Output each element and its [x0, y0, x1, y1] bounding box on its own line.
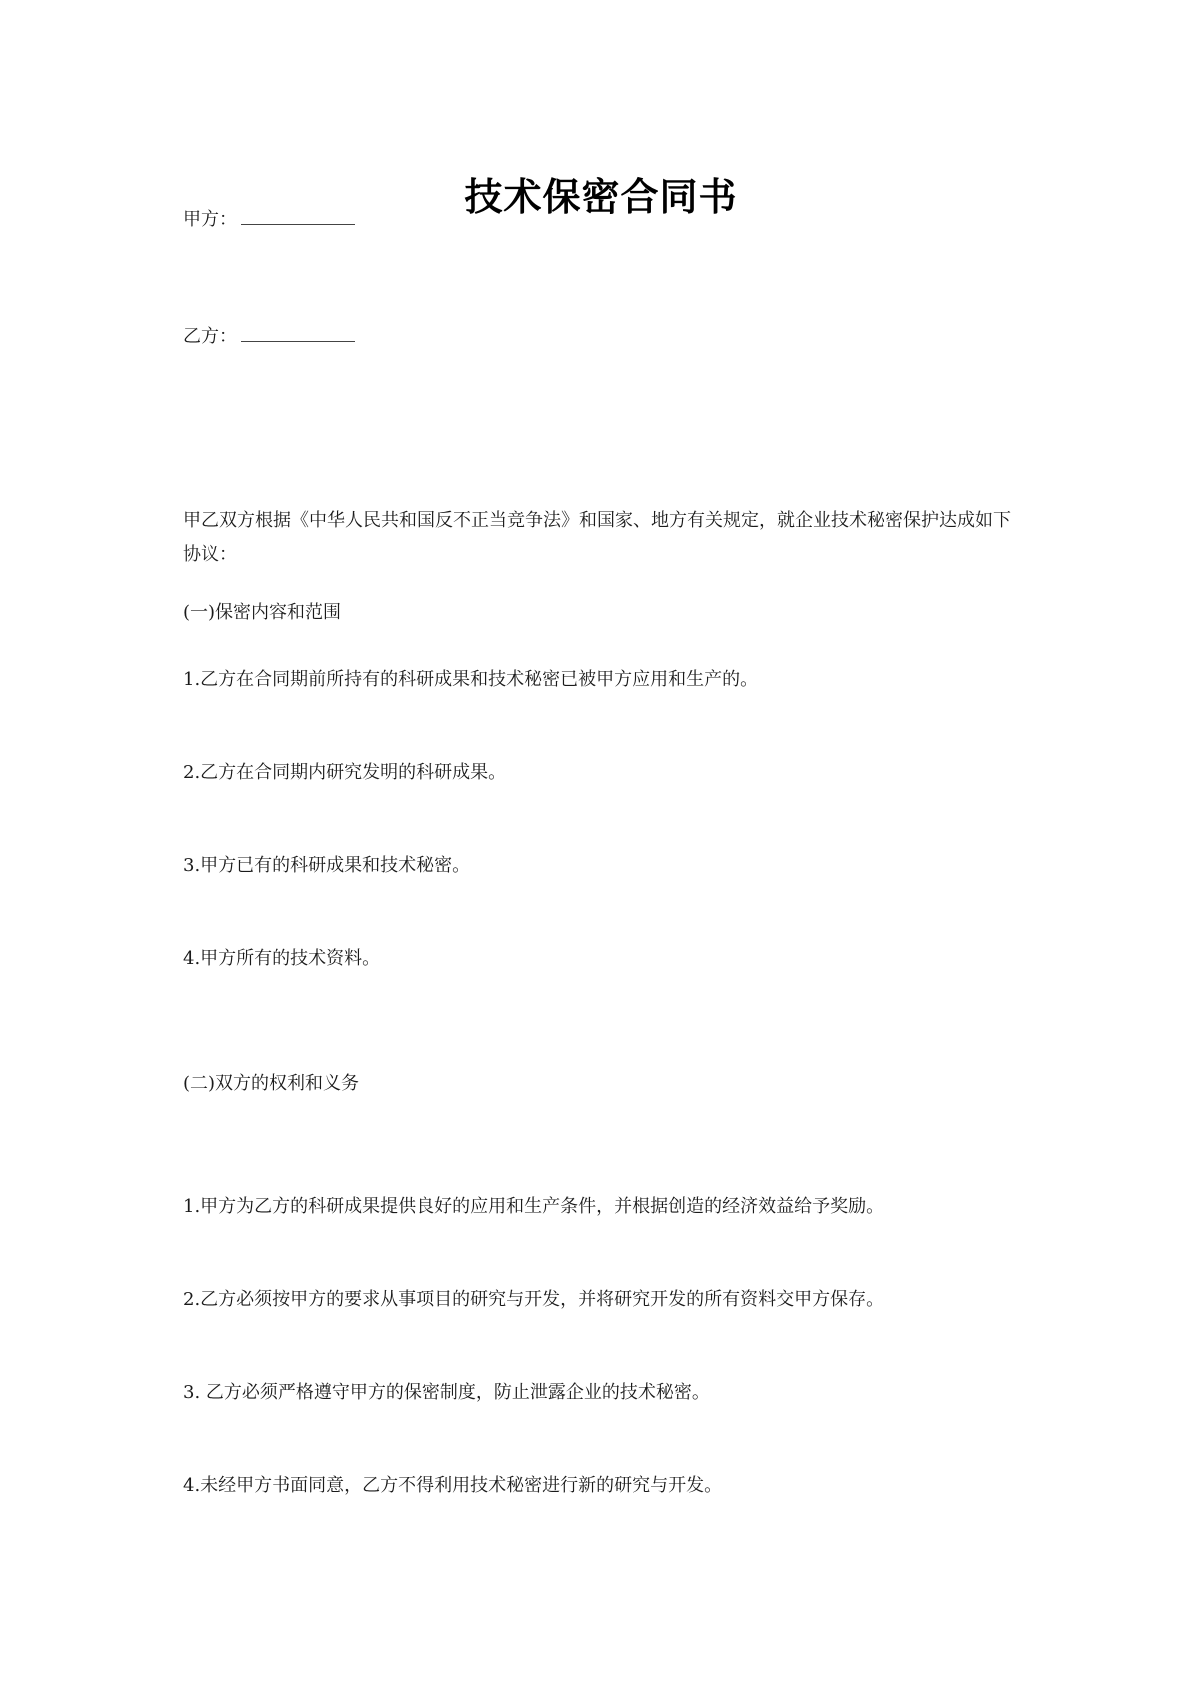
party-b-line: [183, 322, 355, 352]
section-2-item-2: 2.乙方必须按甲方的要求从事项目的研究与开发，并将研究开发的所有资料交甲方保存。: [183, 1289, 885, 1310]
section-2-heading: (二)双方的权利和义务: [183, 1073, 360, 1094]
preamble-paragraph: 甲乙双方根据《中华人民共和国反不正当竞争法》和国家、地方有关规定，就企业技术秘密保护达成如下协议：: [183, 510, 1011, 565]
section-2-item-3: 3. 乙方必须严格遵守甲方的保密制度，防止泄露企业的技术秘密。: [183, 1382, 710, 1403]
section-1-item-2: 2.乙方在合同期内研究发明的科研成果。: [183, 762, 507, 783]
section-1-item-4: 4.甲方所有的技术资料。: [183, 948, 381, 969]
document-title: 技术保密合同书: [464, 174, 738, 219]
party-b-blank-field: [241, 323, 355, 342]
section-1-item-3: 3.甲方已有的科研成果和技术秘密。: [183, 855, 471, 876]
section-2-item-1: 1.甲方为乙方的科研成果提供良好的应用和生产条件，并根据创造的经济效益给予奖励。: [183, 1196, 885, 1217]
party-b-label: 乙方：: [183, 326, 237, 347]
section-1-heading: (一)保密内容和范围: [183, 602, 342, 623]
party-a-blank-field: [241, 206, 355, 225]
party-a-line: [183, 205, 355, 235]
party-a-label: 甲方：: [183, 209, 237, 230]
section-1-item-1: 1.乙方在合同期前所持有的科研成果和技术秘密已被甲方应用和生产的。: [183, 669, 759, 690]
section-2-item-4: 4.未经甲方书面同意，乙方不得利用技术秘密进行新的研究与开发。: [183, 1475, 723, 1496]
